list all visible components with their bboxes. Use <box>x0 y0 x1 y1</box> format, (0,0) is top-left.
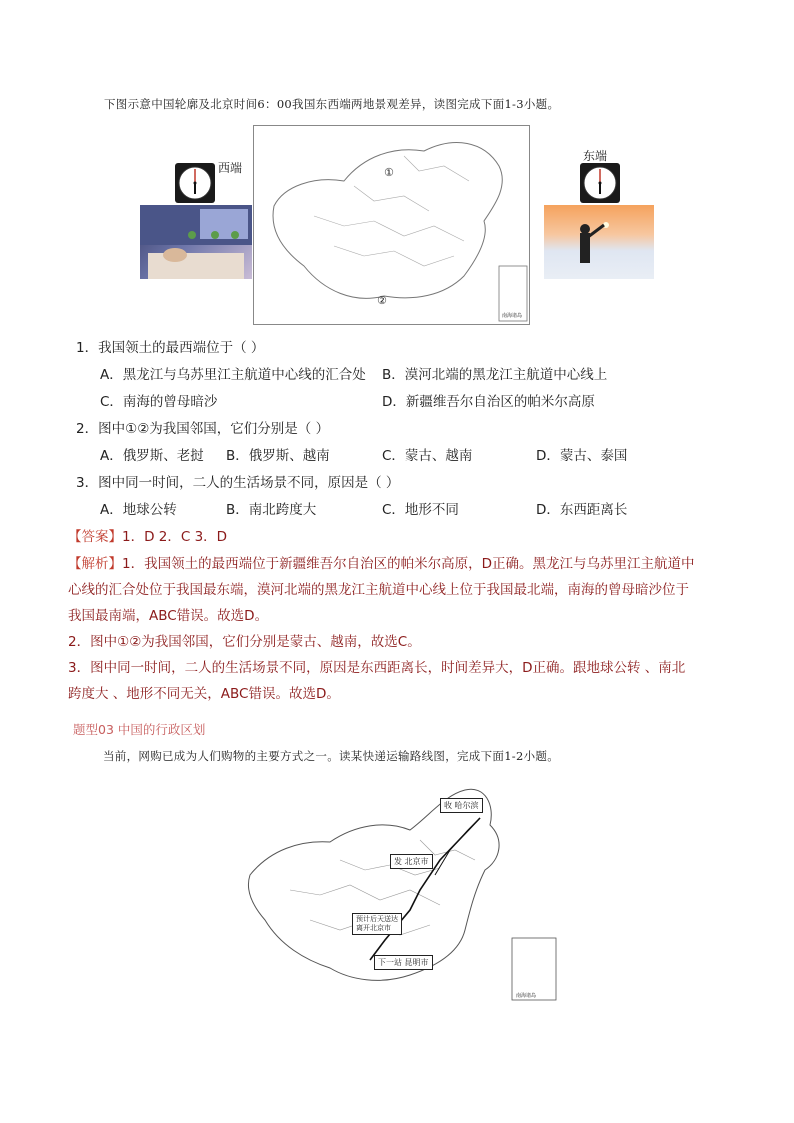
analysis-block <box>68 551 728 707</box>
analysis-line-2: 心线的汇合处位于我国最东端，漠河北端的黑龙江主航道中心线上位于我国最北端，南海的曾母暗沙位于 <box>68 582 689 598</box>
analysis-line-6: 跨度大 、地形不同无关，ABC错误。故选D。 <box>68 686 340 702</box>
east-label: 东端 <box>583 149 608 163</box>
tag-harbin: 收 哈尔滨 <box>440 798 483 813</box>
question-3-option-a: A．地球公转 <box>100 502 177 518</box>
analysis-line-1: 1．我国领土的最西端位于新疆维吾尔自治区的帕米尔高原，D正确。黑龙江与乌苏里江主航道中 <box>122 556 695 572</box>
clock-east-icon <box>580 163 620 203</box>
analysis-line-5: 3．图中同一时间，二人的生活场景不同，原因是东西距离长，时间差异大，D正确。跟地球公转 、南北 <box>68 660 686 676</box>
sunrise-person-photo <box>544 205 654 279</box>
answer-block <box>68 524 227 550</box>
circle-label-1: ① <box>384 166 394 179</box>
question-1-option-c: C．南海的曾母暗沙 <box>100 394 218 410</box>
figure-china-outline <box>140 125 660 325</box>
question-2-stem: 2．图中①②为我国邻国，它们分别是（ ） <box>76 421 330 437</box>
question-1-option-b: B．漠河北端的黑龙江主航道中心线上 <box>382 367 608 383</box>
question-1-option-d: D．新疆维吾尔自治区的帕米尔高原 <box>382 394 595 410</box>
question-1-option-a: A．黑龙江与乌苏里江主航道中心线的汇合处 <box>100 367 366 383</box>
question-2-option-c: C．蒙古、越南 <box>382 448 473 464</box>
intro-text-1: 下图示意中国轮廓及北京时间6：00我国东西端两地景观差异，读图完成下面1-3小题。 <box>104 97 560 111</box>
analysis-label: 【解析】 <box>68 556 122 572</box>
answer-label: 【答案】 <box>68 529 122 545</box>
inset-label-2: 南海诸岛 <box>516 993 537 999</box>
delivery-route-map <box>240 780 560 1005</box>
question-2-option-a: A．俄罗斯、老挝 <box>100 448 204 464</box>
china-map <box>253 125 530 325</box>
analysis-line-4: 2．图中①②为我国邻国，它们分别是蒙古、越南，故选C。 <box>68 634 421 650</box>
figure-delivery-route <box>240 780 560 1005</box>
sleeping-person-photo <box>140 205 252 279</box>
question-3-option-d: D．东西距离长 <box>536 502 628 518</box>
tag-leave-line-2: 离开北京市 <box>356 924 391 932</box>
tag-leave-line-1: 预计后天送达 <box>356 915 398 923</box>
west-label: 西端 <box>218 161 243 175</box>
question-2-option-b: B．俄罗斯、越南 <box>226 448 330 464</box>
tag-beijing: 发 北京市 <box>390 854 433 869</box>
question-3-option-c: C．地形不同 <box>382 502 459 518</box>
question-2-option-d: D．蒙古、泰国 <box>536 448 628 464</box>
question-1-stem: 1．我国领土的最西端位于（ ） <box>76 340 265 356</box>
clock-west-icon <box>175 163 215 203</box>
inset-label: 南海诸岛 <box>502 313 523 319</box>
circle-label-2: ② <box>377 294 387 307</box>
tag-leave-beijing <box>352 913 402 935</box>
tag-kunming: 下一站 昆明市 <box>374 955 433 970</box>
intro-text-2: 当前，网购已成为人们购物的主要方式之一。读某快递运输路线图，完成下面1-2小题。 <box>103 749 560 763</box>
answer-text: 1．D 2．C 3．D <box>122 529 228 545</box>
analysis-line-3: 我国最南端，ABC错误。故选D。 <box>68 608 269 624</box>
section-heading: 题型03 中国的行政区划 <box>73 722 206 737</box>
question-3-option-b: B．南北跨度大 <box>226 502 317 518</box>
question-3-stem: 3．图中同一时间，二人的生活场景不同，原因是（ ） <box>76 475 400 491</box>
